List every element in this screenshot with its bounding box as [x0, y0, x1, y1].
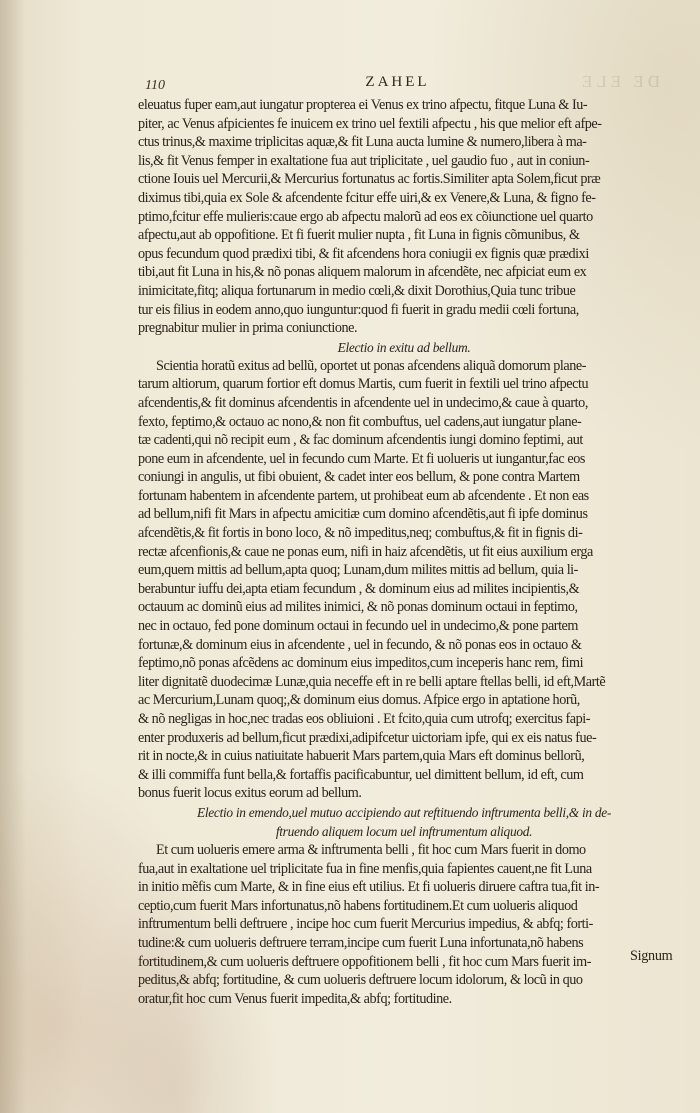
text-line: opus fecundum quod prædixi tibi, & fit afcendens hora coniugii ex fignis quæ prædixi — [138, 245, 589, 262]
paragraph-marriage-election — [138, 96, 670, 338]
text-line: ptimo,fcitur effe mulieris:caue ergo ab afpectu malorũ ad eos ex cõiunctione uel quarto — [138, 208, 593, 225]
section-heading-war: Electio in exitu ad bellum. — [337, 339, 471, 355]
text-line: diximus tibi,quia ex Sole & afcendente fcitur effe uiri,& ex Venere,& Luna, & figno fe- — [138, 189, 596, 206]
text-line: ctione Iouis uel Mercurii,& Mercurius fortunatus ac fortis.Similiter apta Solem,ficut præ — [138, 171, 601, 188]
folio-number: 110 — [145, 78, 165, 93]
section-heading-arms: Electio in emendo,uel mutuo accipiendo aut reftituendo inftrumenta belli,& in de- — [196, 804, 612, 820]
text-line: fortitudinem,& cum uolueris deftruere oppofitionem belli , fit hoc cum Mars fuerit im- — [138, 953, 592, 970]
text-line: rit in nocte,& in cuius natiuitate habuerit Mars partem,quia Mars eft dominus bellorũ, — [138, 748, 585, 765]
text-line: Scientia horatũ exitus ad bellũ, oportet ut ponas afcendens aliquã domorum plane- — [156, 357, 587, 374]
text-line: & illi commiffa funt bella,& fortaffis pacificabuntur, uel dimittent bellum, id eft, cum — [138, 766, 584, 783]
text-line: piter, ac Venus afpicientes fe inuicem ex trino uel fextili afpectu , his que melior eft afpe- — [138, 115, 602, 132]
text-line: fortunæ,& dominum eius in afcendente , uel in fecundo, & nõ ponas eos in octauo & — [138, 636, 582, 653]
text-line: & nõ negligas in hoc,nec tradas eos obliuioni . Et fcito,quia cum utrofq; exercitus fapi- — [138, 711, 591, 727]
gutter-shadow — [0, 0, 26, 1113]
text-line: tarum altiorum, quarum fortior eft domus Martis, cum fuerit in fextili uel trino afpectu — [138, 376, 589, 393]
text-line: Et cum uolueris emere arma & inftrumenta belli , fit hoc cum Mars fuerit in domo — [156, 841, 586, 858]
text-line: tur eis filius in eodem anno,quo iunguntur:quod fi fuerit in gradu medii cœli fortuna, — [138, 301, 579, 318]
text-line: in initio mẽfis cum Marte, & in fine eius eft utilius. Et fi uolueris diruere caftra tua,fit in- — [138, 879, 600, 896]
text-line: liter dignitatẽ duodecimæ Lunæ,quia neceffe eft in re belli aptare ftellas belli, id eft,Martẽ — [138, 673, 606, 690]
text-line: oratur,fit hoc cum Venus fuerit impedita,& abfq; fortitudine. — [138, 990, 452, 1007]
text-line: afcendẽtis,& fit fortis in bono loco, & nõ impeditus,neq; combuftus,& fit in fignis di- — [138, 525, 583, 542]
text-line: coniungi in angulis, ut fibi obuient, & cadet inter eos bellum, & pone contra Martem — [138, 469, 580, 486]
text-line: enter produxeris ad bellum,ficut prædixi,adipifcetur uictoriam ipfe, qui ex eis natus fue- — [138, 729, 597, 746]
text-line: fortunam habentem in afcendente partem, ut prohibeat eum ab afcendente . Et non eas — [138, 487, 589, 504]
text-line: fua,aut in exaltatione uel triplicitate fua in fine menfis,quia fapientes cauent,ne fit Luna — [138, 860, 592, 877]
text-line: tudine:& cum uolueris deftruere terram,incipe cum fuerit Luna infortunata,nõ habens — [138, 934, 584, 951]
text-line: octauum ac dominũ eius ad milites inimici, & nõ ponas dominum octaui in feptimo, — [138, 599, 578, 616]
text-line: peditus,& abfq; fortitudine, & cum uolueris deftruere locum idolorum, & locũ in quo — [138, 972, 583, 989]
text-line: ac Mercurium,Lunam quoq;,& dominum eius domus. Afpice ergo in aptatione horũ, — [138, 692, 580, 709]
text-line: afcendentis,& fit dominus afcendentis in afcendente uel in undecimo,& caue à quarto, — [138, 394, 588, 411]
text-line: bonus fuerit locus exitus eorum ad bellum. — [138, 785, 362, 802]
text-line: inftrumentum belli deftruere , incipe hoc cum fuerit Mercurius impedius, & abfq; forti- — [138, 916, 593, 933]
text-line: tæ cadenti,qui nõ recipit eum , & fac dominum afcendentis iungi domino feptimi, aut — [138, 432, 583, 449]
text-line: ctus trinus,& maxime triplicitas aquæ,& fit Luna aucta lumine & numero,libera à ma- — [138, 134, 587, 151]
paragraph-arms-election — [138, 841, 673, 1008]
section-heading-arms-cont: ftruendo aliquem locum uel inftrumentum aliquod. — [275, 823, 533, 839]
text-line: afpectu,aut ab oppofitione. Et fi fuerit mulier nupta , fit Luna in fignis cõmunibus, & — [138, 227, 580, 244]
text-line: ceptio,cum fuerit Mars infortunatus,nõ habens fortitudinem.Et cum uolueris aliquod — [138, 897, 578, 914]
text-line: eum,quem mittis ad bellum,apta quoq; Lunam,dum milites mittis ad bellum, quia li- — [138, 562, 578, 579]
text-line: rectæ afcenfionis,& caue ne ponas eum, nifi in haiz afcendẽtis, ut fit eius auxilium erga — [138, 543, 593, 560]
catchword: Signum — [630, 948, 673, 964]
page-header — [145, 74, 650, 96]
paragraph-war-election — [138, 357, 670, 803]
text-line: inimicitate,fitq; aliqua fortunarum in medio cœli,& dixit Dorothius,Quia tunc tribue — [138, 282, 576, 299]
text-line: fexto, feptimo,& octauo ac nono,& non fit combuftus, uel cadens,aut iungatur plane- — [138, 413, 582, 430]
text-line: lis,& fit Venus femper in exaltatione fua aut triplicitate , uel gaudio fuo , aut in coniun- — [138, 152, 590, 169]
bleed-through-text: DE ELE — [577, 72, 660, 91]
text-line: eleuatus fuper eam,aut iungatur propterea ei Venus ex trino afpectu, fitque Luna & Iu- — [138, 97, 588, 113]
text-line: feptimo,nõ ponas afcẽdens ac dominum eius impeditos,cum inceperis hanc rem, fimi — [138, 655, 584, 672]
text-line: nec in octauo, fed pone dominum octaui in fecundo uel in undecimo,& pone partem — [138, 618, 578, 635]
text-line: berabuntur iuffu dei,apta etiam fecundum , & dominum eius ad milites incipientis,& — [138, 580, 580, 597]
text-line: pone eum in afcendente, uel in fecundo cum Marte. Et fi uolueris ut iungantur,fac eos — [138, 450, 585, 467]
running-head: ZAHEL — [365, 74, 430, 90]
text-line: tibi,aut fit Luna in his,& nõ ponas aliquem malorum in afcendẽte, nec afpiciat eum ex — [138, 264, 587, 281]
text-block — [138, 96, 673, 1008]
text-line: pregnabitur mulier in prima coniunctione. — [138, 320, 358, 337]
text-line: ad bellum,nifi fit Mars in afpectu amicitiæ cum domino afcendẽtis,aut fi ipfe dominus — [138, 506, 588, 523]
